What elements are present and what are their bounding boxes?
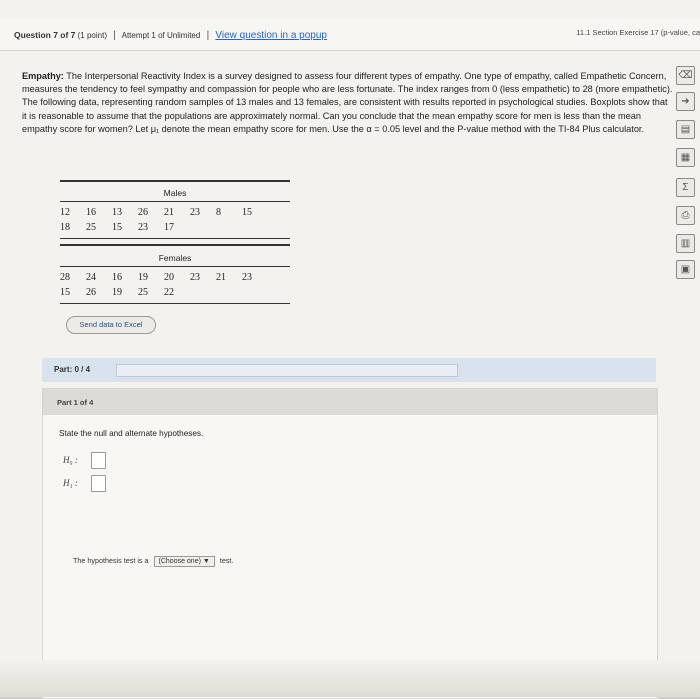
table-cell: 23: [190, 272, 200, 283]
separator: |: [113, 30, 116, 41]
part-panel: [42, 388, 658, 699]
progress-track: [116, 364, 458, 377]
h1-answer-box[interactable]: [91, 475, 106, 492]
table-cell: 22: [164, 287, 174, 298]
dropdown-value: (Choose one): [158, 558, 201, 565]
arrow-icon[interactable]: ➔: [676, 92, 695, 111]
separator: |: [206, 30, 210, 41]
part-title: Part 1 of 4: [57, 398, 94, 407]
table-cell: 12: [60, 207, 70, 218]
table-cell: 19: [138, 272, 148, 283]
females-row-2: [60, 287, 190, 301]
table-cell: 21: [164, 207, 174, 218]
table-rule: [60, 266, 290, 267]
calculator-icon[interactable]: ▦: [676, 148, 695, 167]
part-instruction: State the null and alternate hypotheses.: [59, 429, 204, 438]
part-progress-bar: [42, 358, 656, 382]
question-label: Question 7 of 7: [14, 30, 76, 40]
attempt-label: Attempt 1 of Unlimited: [121, 31, 201, 40]
points-label: (1 point): [77, 31, 107, 40]
problem-body: The Interpersonal Reactivity Index is a survey designed to assess four different types of empathy. One type of empathy, called Empathetic Concern, measures the tendency to feel sympathy and compassion for people who are less fortunate. The index ranges from 0 (less empathetic) to 28 (more empathetic). The following data, representing random samples of 13 males and 13 females, are consistent with results reported in psychological studies. Boxplots show that it is reasonable to assume that the populations are approximately normal. Can you conclude that the mean empathy score for men is less than the mean empathy score for women? Let μ₁ denote the mean empathy score for men. Use the α = 0.05 level and the P-value method with the TI-84 Plus calculator.: [22, 71, 673, 134]
test-suffix: test.: [219, 556, 234, 565]
send-to-excel-button[interactable]: Send data to Excel: [66, 316, 156, 334]
table-cell: 18: [60, 222, 70, 233]
problem-title: Empathy:: [22, 71, 64, 81]
males-row-2: [60, 222, 190, 236]
problem-statement: [22, 70, 674, 136]
table-cell: 16: [112, 272, 122, 283]
page-shadow: [0, 660, 700, 697]
table-cell: 28: [60, 272, 70, 283]
sigma-icon[interactable]: Σ: [676, 178, 695, 197]
table-cell: 23: [138, 222, 148, 233]
table-rule: [60, 238, 290, 239]
eraser-icon[interactable]: ⌫: [676, 66, 695, 85]
table-cell: 21: [216, 272, 226, 283]
table-rule: [60, 244, 290, 246]
table-cell: 23: [242, 272, 252, 283]
table-rule: [60, 180, 290, 182]
table-cell: 19: [112, 287, 122, 298]
part-header: [43, 389, 657, 415]
question-header: [0, 18, 700, 51]
males-header: Males: [163, 188, 187, 198]
females-row-1: [60, 272, 268, 286]
table-cell: 13: [112, 207, 122, 218]
view-popup-link[interactable]: View question in a popup: [215, 30, 327, 41]
table-cell: 26: [138, 207, 148, 218]
table-rule: [60, 201, 290, 202]
h0-answer-box[interactable]: [91, 452, 106, 469]
chart-icon[interactable]: ▥: [676, 234, 695, 253]
females-header: Females: [158, 253, 192, 263]
h1-label: H₁ :: [63, 478, 78, 488]
table-cell: 26: [86, 287, 96, 298]
test-type-sentence: [73, 556, 233, 567]
table-cell: 15: [60, 287, 70, 298]
table-cell: 20: [164, 272, 174, 283]
calendar-icon[interactable]: ▣: [676, 260, 695, 279]
tool-sidebar: [670, 62, 700, 282]
part-progress-label: Part: 0 / 4: [54, 365, 91, 374]
book-icon[interactable]: ▤: [676, 120, 695, 139]
table-cell: 17: [164, 222, 174, 233]
table-cell: 25: [138, 287, 148, 298]
males-row-1: [60, 207, 268, 221]
table-cell: 25: [86, 222, 96, 233]
h0-label: H₀ :: [63, 455, 78, 465]
table-cell: 15: [242, 207, 252, 218]
table-cell: 23: [190, 207, 200, 218]
chevron-down-icon: ▼: [202, 558, 210, 565]
table-cell: 16: [86, 207, 96, 218]
test-type-dropdown[interactable]: [154, 556, 215, 567]
question-info: [14, 30, 327, 41]
table-cell: 15: [112, 222, 122, 233]
table-cell: 8: [216, 207, 221, 218]
printer-icon[interactable]: ⎙: [676, 206, 695, 225]
table-rule: [60, 303, 290, 304]
section-label: 11.1 Section Exercise 17 (p-value, ca: [576, 28, 700, 37]
table-cell: 24: [86, 272, 96, 283]
test-prefix: The hypothesis test is a: [73, 556, 149, 565]
